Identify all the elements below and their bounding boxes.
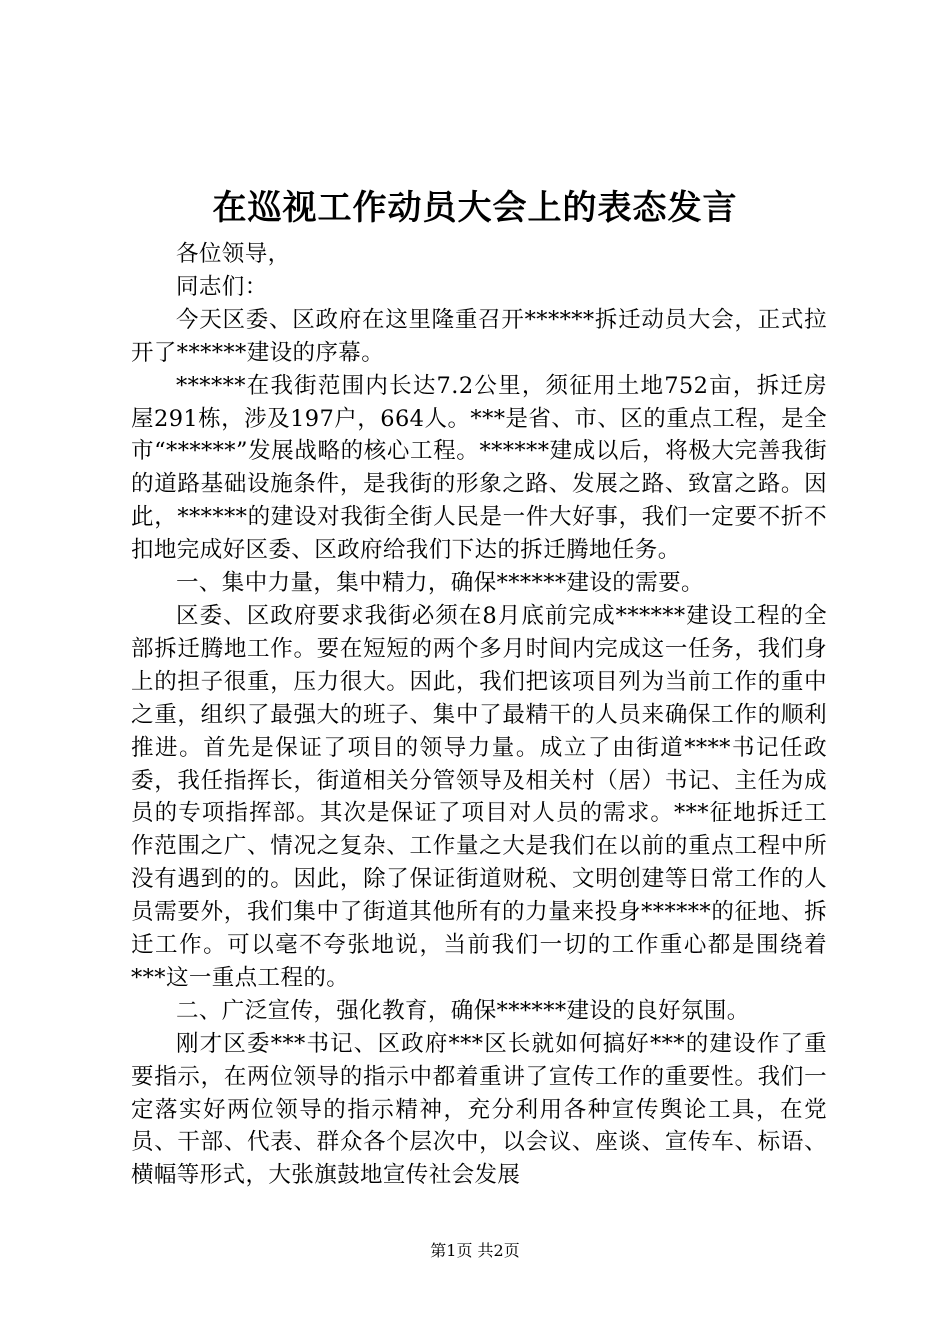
paragraph-section-1: 区委、区政府要求我街必须在8月底前完成******建设工程的全部拆迁腾地工作。要在短短的两个多月时间内完成这一任务，我们身上的担子很重，压力很大。因此，我们把该项目列为当前工作的重中之重，组织了最强大的班子、集中了最精干的人员来确保工作的顺利推进。首先是保证了项目的领导力量。成立了由街道****书记任政委，我任指挥长，街道相关分管领导及相关村（居）书记、主任为成员的专项指挥部。其次是保证了项目对人员的需求。***征地拆迁工作范围之广、情况之复杂、工作量之大是我们在以前的重点工程中所没有遇到的的。因此，除了保证街道财税、文明创建等日常工作的人员需要外，我们集中了街道其他所有的力量来投身******的征地、拆迁工作。可以毫不夸张地说，当前我们一切的工作重心都是围绕着***这一重点工程的。 [131, 602, 827, 991]
paragraph-overview: ******在我街范围内长达7.2公里，须征用土地752亩，拆迁房屋291栋，涉及197户，664人。***是省、市、区的重点工程，是全市“******”发展战略的核心工程。******建成以后，将极大完善我街的道路基础设施条件，是我街的形象之路、发展之路、致富之路。因此，******的建设对我街全街人民是一件大好事，我们一定要不折不扣地完成好区委、区政府给我们下达的拆迁腾地任务。 [131, 372, 827, 564]
salutation-leaders: 各位领导， [176, 241, 291, 267]
page-number-footer: 第1页 共2页 [430, 1241, 520, 1260]
document-body [131, 238, 827, 1192]
section-heading-2: 二、广泛宣传，强化教育，确保******建设的良好氛围。 [176, 997, 750, 1024]
paragraph-intro: 今天区委、区政府在这里隆重召开******拆迁动员大会，正式拉开了******建设的序幕。 [131, 306, 827, 366]
salutation-comrades: 同志们： [176, 273, 268, 300]
paragraph-section-2: 刚才区委***书记、区政府***区长就如何搞好***的建设作了重要指示，在两位领导的指示中都着重讲了宣传工作的重要性。我们一定落实好两位领导的指示精神，充分利用各种宣传舆论工具，在党员、干部、代表、群众各个层次中，以会议、座谈、宣传车、标语、横幅等形式，大张旗鼓地宣传社会发展 [131, 1030, 827, 1189]
document-title: 在巡视工作动员大会上的表态发言 [212, 188, 738, 228]
section-heading-1: 一、集中力量，集中精力，确保******建设的需要。 [176, 570, 704, 597]
